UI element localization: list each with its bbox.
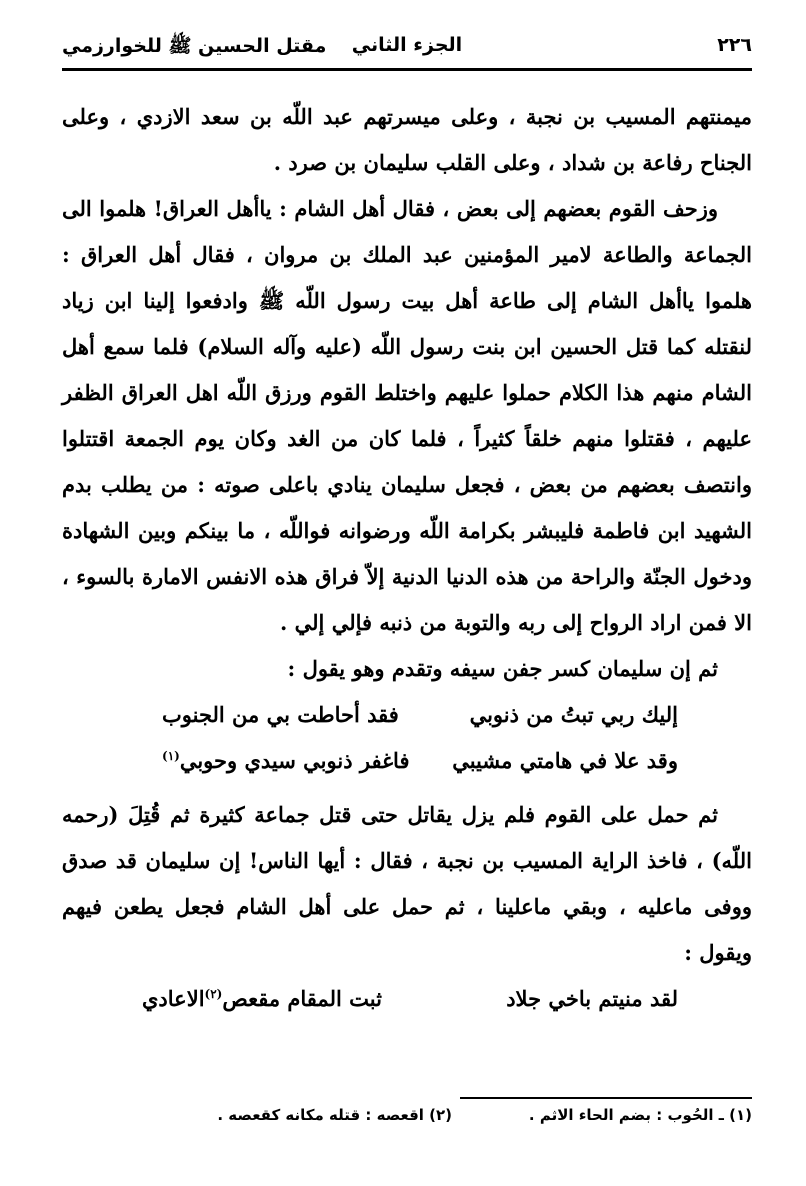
- verse-3-left-before: ثبت المقام مقعص: [222, 986, 382, 1011]
- verse-3-left: [142, 976, 382, 1022]
- verse-1-left: فقد أحاطت بي من الجنوب: [162, 702, 399, 727]
- verse-3-left-after: الاعادي: [142, 986, 205, 1011]
- footnote-divider: [460, 1097, 752, 1099]
- verse-3-right: لقد منيتم باخي جلاد: [506, 986, 678, 1011]
- book-title: مقتل الحسين ﷺ للخوارزمي: [62, 35, 327, 57]
- section-title: الجزء الثاني: [351, 34, 463, 56]
- verse-line-3: [62, 976, 752, 1022]
- paragraph-3: ثم إن سليمان كسر جفن سيفه وتقدم وهو يقول :: [287, 656, 718, 681]
- footnote-1: (١) ـ الحُوب : بضم الحاء الاثم .: [528, 1106, 752, 1124]
- footnote-marker-2: (٢): [204, 987, 223, 1001]
- footnote-2: (٢) اقعصه : قتله مكانه كقعصه .: [217, 1106, 452, 1124]
- page-number: ٢٢٦: [717, 34, 752, 56]
- paragraph-1: ميمنتهم المسيب بن نجبة ، وعلى ميسرتهم عبد اللّه بن سعد الازدي ، وعلى الجناح رفاعة بن شداد ، وعلى القلب سليمان بن صرد .: [62, 104, 752, 175]
- verse-2-left: [162, 738, 410, 784]
- page-header: [62, 30, 752, 64]
- verse-line-2: [62, 738, 752, 784]
- verse-line-1: [62, 692, 752, 738]
- paragraph-4: ثم حمل على القوم فلم يزل يقاتل حتى قتل جماعة كثيرة ثم قُتِلَ (رحمه اللّه) ، فاخذ الراية المسيب بن نجبة ، فقال : أيها الناس! إن سليمان قد صدق ووفى ماعليه ، وبقي ماعلينا ، ثم حمل على أهل الشام فجعل يطعن فيهم ويقول :: [62, 802, 752, 965]
- verse-2-left-text: فاغفر ذنوبي سيدي وحوبي: [179, 748, 410, 773]
- verse-2-right: وقد علا في هامتي مشيبي: [452, 748, 678, 773]
- header-divider: [62, 68, 752, 71]
- page-body: [62, 94, 752, 1022]
- paragraph-2: وزحف القوم بعضهم إلى بعض ، فقال أهل الشام : ياأهل العراق! هلموا الى الجماعة والطاعة لامير المؤمنين عبد الملك بن مروان ، فقال أهل العراق : هلموا ياأهل الشام إلى طاعة أهل بيت رسول اللّه ﷺ وادفعوا إلينا ابن زياد لنقتله كما قتل الحسين ابن بنت رسول اللّه (عليه وآله السلام) فلما سمع أهل الشام منهم هذا الكلام حملوا عليهم واختلط القوم ورزق اللّه اهل العراق الظفر عليهم ، فقتلوا منهم خلقاً كثيراً ، فلما كان من الغد وكان يوم الجمعة اقتتلوا وانتصف بعضهم من بعض ، فجعل سليمان ينادي باعلى صوته : من يطلب بدم الشهيد ابن فاطمة فليبشر بكرامة اللّه ورضوانه فواللّه ، ما بينكم وبين الشهادة ودخول الجنّة والراحة من هذه الدنيا الدنية إلاّ فراق هذه الانفس الامارة بالسوء ، الا فمن اراد الرواح إلى ربه والتوبة من ذنبه فإلي إلي .: [62, 196, 752, 635]
- verse-1-right: إليك ربي تبتُ من ذنوبي: [469, 702, 678, 727]
- footnote-marker-1: (١): [162, 749, 180, 763]
